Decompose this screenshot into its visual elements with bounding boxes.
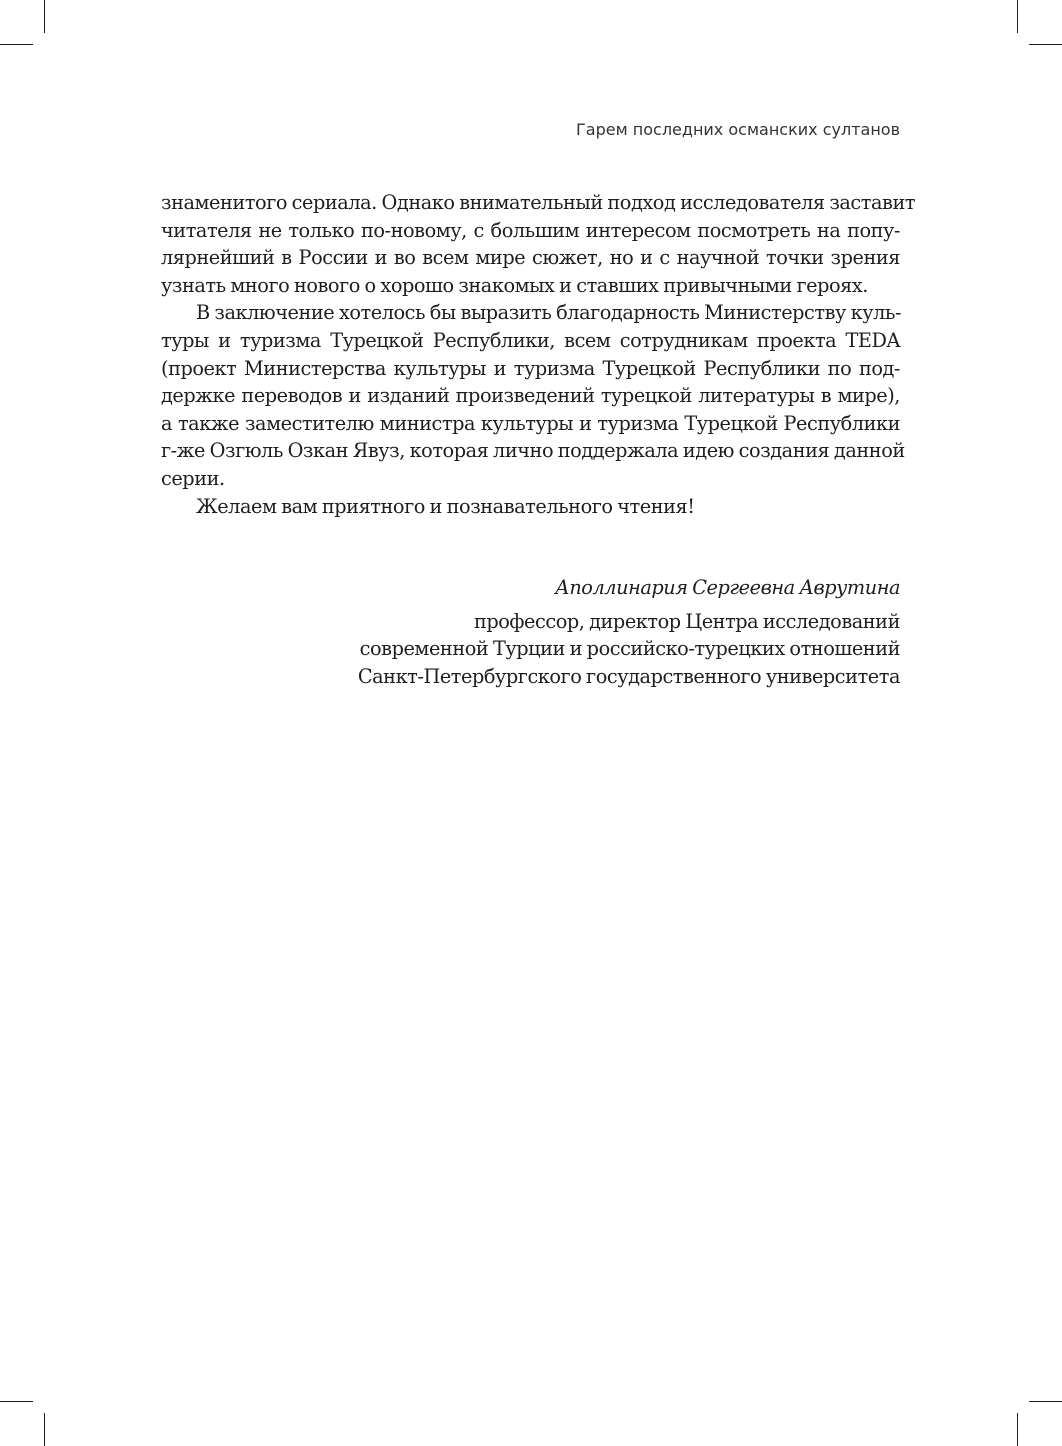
body-line: (проект Министерства культуры и туризма Турецкой Республики по под- [161, 356, 900, 380]
crop-mark-bottom-left-v [44, 1413, 45, 1446]
crop-mark-bottom-right-v [1017, 1413, 1018, 1446]
body-line: держке переводов и изданий произведений турецкой литературы в мире), [161, 384, 900, 408]
body-line: лярнейший в России и во всем мире сюжет, но и с научной точки зрения [161, 246, 900, 270]
paragraph-start-line: В заключение хотелось бы выразить благодарность Министерству куль- [196, 301, 902, 325]
body-line: узнать много нового о хорошо знакомых и ставших привычными героях. [161, 273, 868, 297]
crop-mark-bottom-right-h [1029, 1401, 1062, 1402]
author-affiliation-line: профессор, директор Центра исследований [473, 609, 900, 633]
body-line: серии. [161, 466, 225, 490]
body-line: туры и туризма Турецкой Республики, всем сотрудникам проекта TEDA [161, 328, 900, 352]
author-affiliation-line: Санкт-Петербургского государственного университета [357, 664, 900, 688]
signature-block [358, 574, 900, 690]
crop-mark-top-left-v [44, 0, 45, 33]
author-name: Аполлинария Сергеевна Аврутина [555, 576, 900, 599]
body-line: г-же Озгюль Озкан Явуз, которая лично поддержала идею создания данной [161, 439, 905, 463]
body-line: знаменитого сериала. Однако внимательный подход исследователя заставит [161, 191, 916, 214]
crop-mark-top-right-v [1017, 0, 1018, 33]
running-head-title: Гарем последних османских султанов [576, 120, 900, 139]
crop-mark-bottom-left-h [0, 1401, 33, 1402]
crop-mark-top-right-h [1029, 44, 1062, 45]
paragraph-start-line: Желаем вам приятного и познавательного чтения! [196, 494, 695, 518]
body-line: а также заместителю министра культуры и туризма Турецкой Республики [161, 411, 900, 435]
body-text [161, 189, 916, 520]
body-line: читателя не только по-новому, с большим интересом посмотреть на попу- [161, 218, 900, 242]
crop-mark-top-left-h [0, 44, 33, 45]
author-affiliation-line: современной Турции и российско-турецких отношений [359, 637, 900, 661]
